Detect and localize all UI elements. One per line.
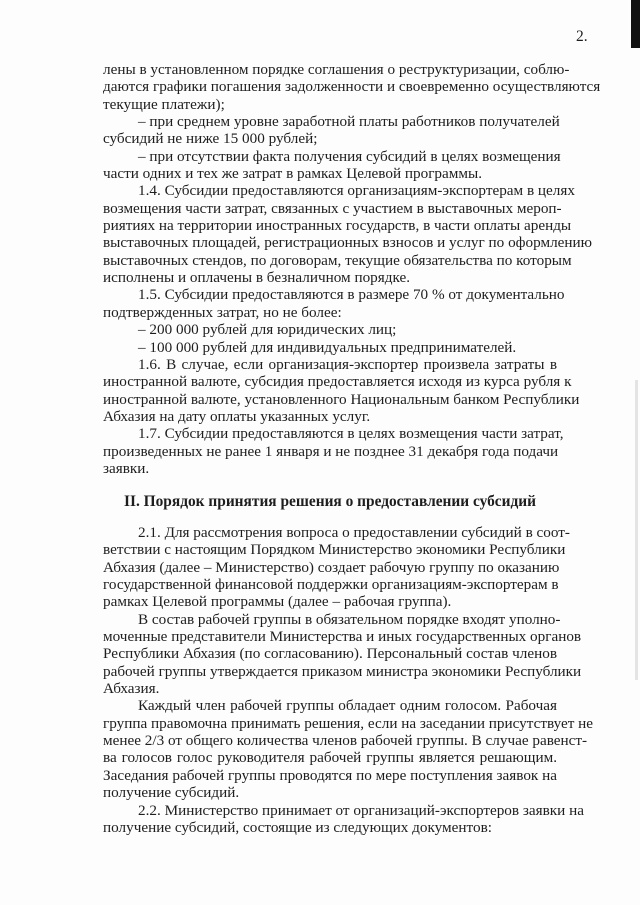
text-line: – 100 000 рублей для индивидуальных предпринимателей. [138,338,517,356]
text-line: – 200 000 рублей для юридических лиц; [138,321,397,339]
text-line: Абхазия (далее – Министерство) создает рабочую группу по оказанию [103,558,560,576]
text-line: ветствии с настоящим Порядком Министерство экономики Республики [103,541,566,559]
text-line: субсидий не ниже 15 000 рублей; [103,130,318,148]
text-line: Абхазия на дату оплаты указанных услуг. [103,407,371,425]
text-line: заявки. [103,459,150,477]
section-2-text [103,524,594,836]
text-line: исполнены и оплачены в безналичном порядке. [103,269,411,287]
text-line: 1.7. Субсидии предоставляются в целях возмещения части затрат, [138,425,564,443]
page-number: 2. [576,28,588,45]
text-line: лены в установленном порядке соглашения о реструктуризации, соблю- [103,61,570,78]
text-line: рамках Целевой программы (далее – рабочая группа). [103,593,452,611]
text-line: иностранной валюте, установленного Национальным банком Республики [103,390,580,408]
text-line: даются графики погашения задолженности и своевременно осуществляются [103,78,601,96]
text-line: Республики Абхазия (по согласованию). Персональный состав членов [103,645,557,663]
text-line: 1.4. Субсидии предоставляются организациям-экспортерам в целях [138,182,575,200]
text-line: иностранной валюте, субсидия предоставляется исходя из курса рубля к [103,373,572,391]
text-line: 2.1. Для рассмотрения вопроса о предоставлении субсидий в соот- [138,524,570,541]
scan-edge-strip [635,380,638,680]
text-line: риятиях на территории иностранных государств, в части оплаты аренды [103,217,572,235]
text-line: выставочных стендов, по договорам, текущие обязательства по которым [103,251,572,269]
text-line: Заседания рабочей группы проводятся по мере поступления заявок на [103,766,557,784]
text-line: – при среднем уровне заработной платы работников получателей [138,113,560,131]
text-line: получение субсидий. [103,784,240,802]
text-line: менее 2/3 от общего количества членов рабочей группы. В случае равенст- [103,732,588,750]
text-line: группа правомочна принимать решения, если на заседании присутствует не [103,714,594,732]
text-line: получение субсидий, состоящие из следующих документов: [103,818,492,836]
text-line: подтвержденных затрат, но не более: [103,303,342,321]
text-line: ва голосов голос руководителя рабочей группы является решающим. [103,749,557,767]
text-line: моченные представители Министерства и иных государственных органов [103,628,582,646]
text-line: текущие платежи); [103,95,225,113]
text-line: В состав рабочей группы в обязательном порядке входят уполно- [138,610,561,628]
text-line: части одних и тех же затрат в рамках Целевой программы. [103,165,482,183]
text-line: произведенных не ранее 1 января и не позднее 31 декабря года подачи [103,442,559,460]
text-line: Каждый член рабочей группы обладает одним голосом. Рабочая [138,697,557,715]
text-line: Абхазия. [103,680,160,698]
text-line: 1.5. Субсидии предоставляются в размере 70 % от документально [138,286,565,304]
text-line: 1.6. В случае, если организация-экспортер произвела затраты в [138,355,557,373]
text-line: рабочей группы утверждается приказом министра экономики Республики [103,662,582,680]
text-line: – при отсутствии факта получения субсидий в целях возмещения [138,147,561,165]
text-line: 2.2. Министерство принимает от организаций-экспортеров заявки на [138,801,584,819]
section-1-text [103,61,601,477]
section-2-heading: II. Порядок принятия решения о предоставлении субсидий [123,493,537,510]
scan-edge-shadow [631,0,640,48]
text-line: государственной финансовой поддержки организациям-экспортерам в [103,576,559,594]
text-line: выставочных площадей, регистрационных взносов и услуг по оформлению [103,234,592,252]
text-line: возмещения части затрат, связанных с участием в выставочных мероп- [103,199,562,217]
